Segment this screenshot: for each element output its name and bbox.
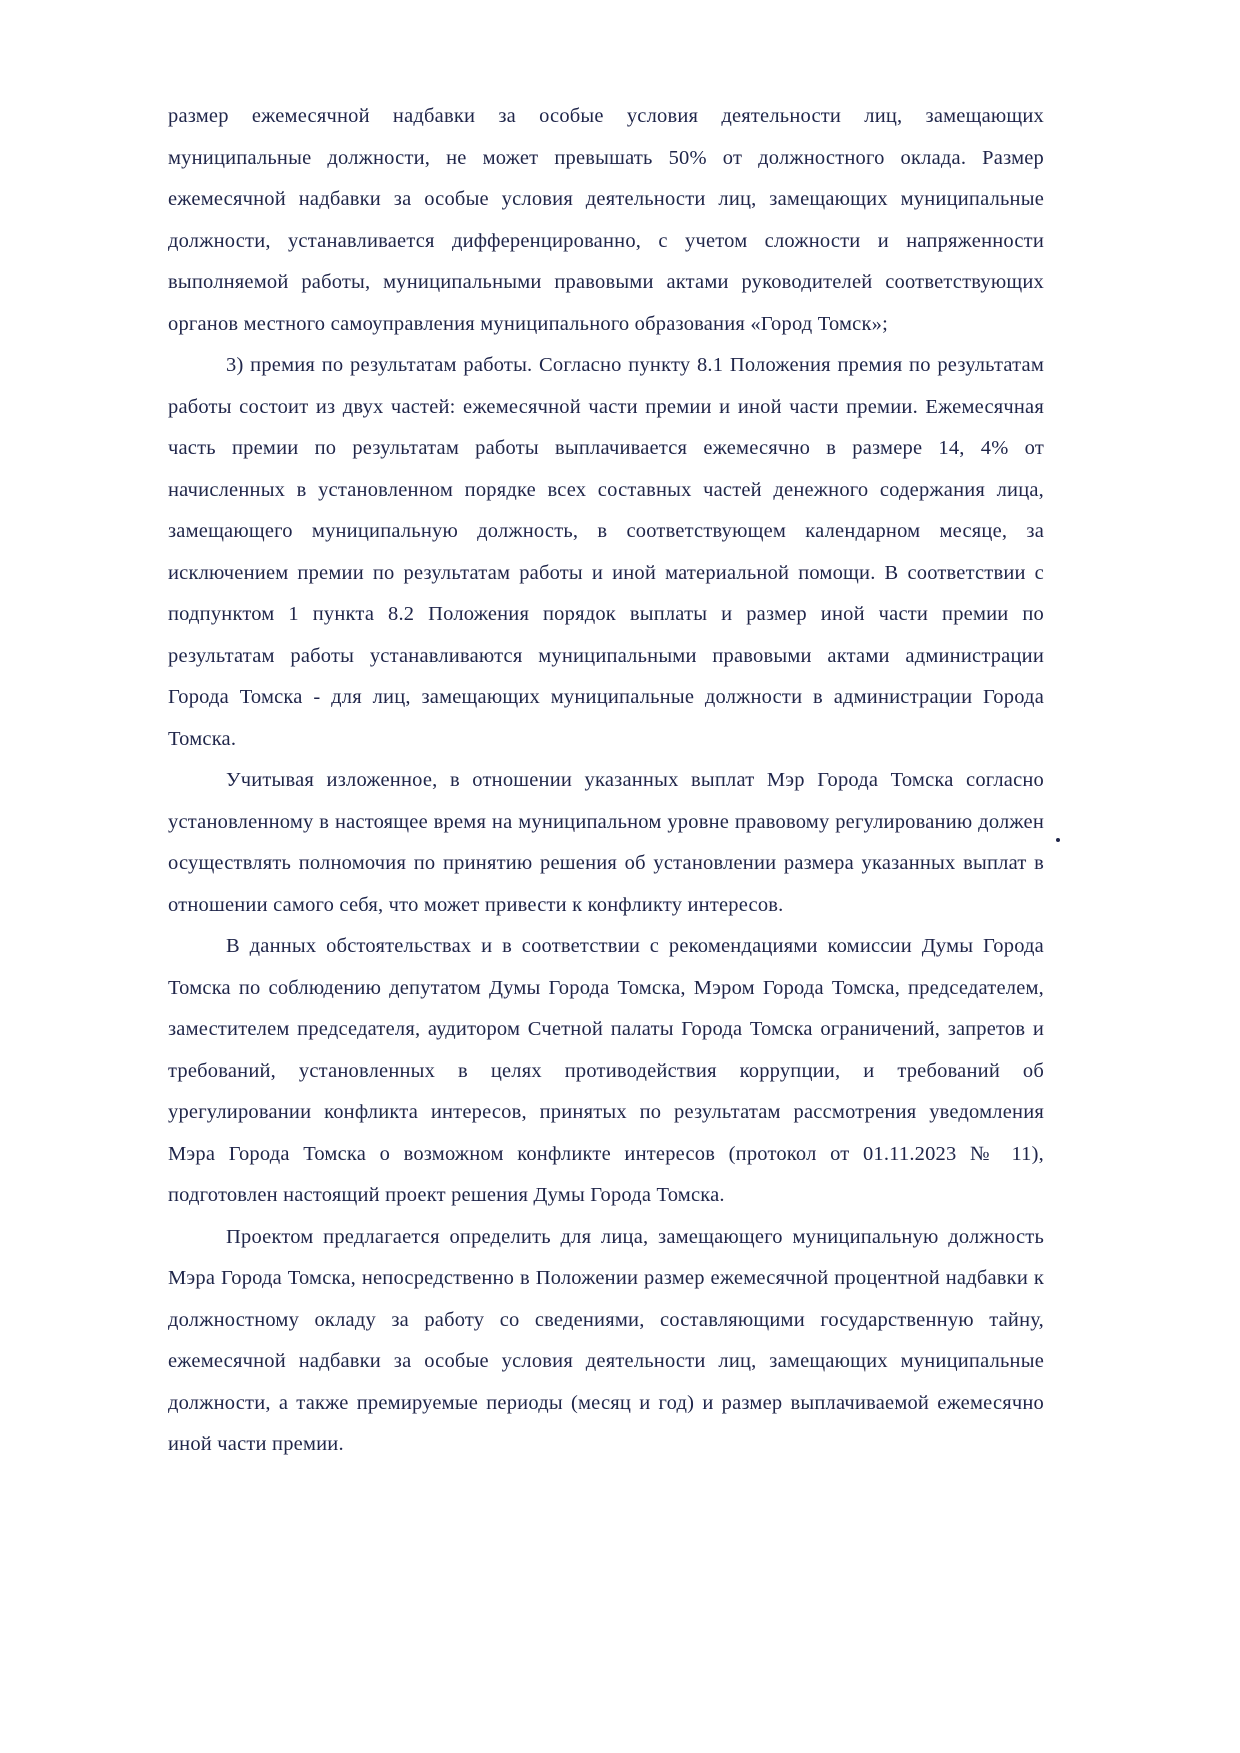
paragraph-conflict-of-interest: Учитывая изложенное, в отношении указанных выплат Мэр Города Томска согласно установленному в настоящее время на муниципальном уровне правовому регулированию должен осуществлять полномочия по принятию решения об установлении размера указанных выплат в отношении самого себя, что может привести к конфликту интересов. [168,769,1044,916]
paragraph-item-3-bonus-by-results: 3) премия по результатам работы. Согласно пункту 8.1 Положения премия по результатам работы состоит из двух частей: ежемесячной части премии и иной части премии. Ежемесячная часть премии по результатам работы выплачивается ежемесячно в размере 14, 4% от начисленных в установленном порядке всех составных частей денежного содержания лица, замещающего муниципальную должность, в соответствующем календарном месяце, за исключением премии по результатам работы и иной материальной помощи. В соответствии с подпунктом 1 пункта 8.2 Положения порядок выплаты и размер иной части премии по результатам работы устанавливаются муниципальными правовыми актами администрации Города Томска - для лиц, замещающих муниципальные должности в администрации Города Томска. [168,354,1044,750]
paragraph-commission-recommendations: В данных обстоятельствах и в соответствии с рекомендациями комиссии Думы Города Томска по соблюдению депутатом Думы Города Томска, Мэром Города Томска, председателем, заместителем председателя, аудитором Счетной палаты Города Томска ограничений, запретов и требований, установленных в целях противодействия коррупции, и требований об урегулировании конфликта интересов, принятых по результатам рассмотрения уведомления Мэра Города Томска о возможном конфликте интересов (протокол от 01.11.2023 № 11), подготовлен настоящий проект решения Думы Города Томска. [168,935,1044,1206]
document-body-text [168,96,1044,1466]
paragraph-continued-monthly-allowance: размер ежемесячной надбавки за особые условия деятельности лиц, замещающих муниципальные должности, не может превышать 50% от должностного оклада. Размер ежемесячной надбавки за особые условия деятельности лиц, замещающих муниципальные должности, устанавливается дифференцированно, с учетом сложности и напряженности выполняемой работы, муниципальными правовыми актами руководителей соответствующих органов местного самоуправления муниципального образования «Город Томск»; [168,105,1044,335]
scan-artifact-dot [1056,838,1060,842]
paragraph-draft-proposal: Проектом предлагается определить для лица, замещающего муниципальную должность Мэра Города Томска, непосредственно в Положении размер ежемесячной процентной надбавки к должностному окладу за работу со сведениями, составляющими государственную тайну, ежемесячной надбавки за особые условия деятельности лиц, замещающих муниципальные должности, а также премируемые периоды (месяц и год) и размер выплачиваемой ежемесячно иной части премии. [168,1225,1044,1455]
